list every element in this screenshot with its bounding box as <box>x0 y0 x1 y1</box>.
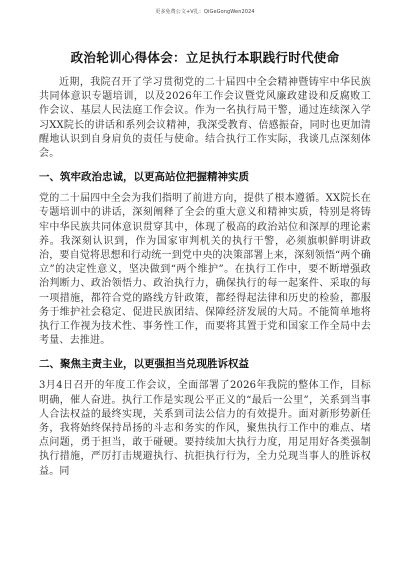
document-title: 政治轮训心得体会：立足执行本职践行时代使命 <box>70 50 340 65</box>
intro-paragraph: 近期，我院召开了学习贯彻党的二十届四中全会精神暨铸牢中华民族共同体意识专题培训，以及2026年工作会议暨党风廉政建设和反腐败工作会议、基层人民法庭工作会议。作为一名执行局干警，通过连续深入学习XX院长的讲话和系列会议精神，我深受教育、倍感振奋，同时也更加清醒地认识到自身肩负的责任与使命。结合执行工作实际，我谈几点深刻体会。 <box>39 77 371 160</box>
section-2-paragraph: 3月4日召开的年度工作会议，全面部署了2026年我院的整体工作，目标明确，催人奋进。执行工作是实现公平正义的“最后一公里”，关系到当事人合法权益的最终实现，关系到司法公信力的有效提升。面对新形势新任务，我将始终保持昂扬的斗志和务实的作风，聚焦执行工作中的难点、堵点问题，勇于担当，敢于碰硬。要持续加大执行力度，用足用好各类强制执行措施，严厉打击规避执行、抗拒执行行为，全力兑现当事人的胜诉权益。同 <box>39 380 371 477</box>
section-heading-2: 二、聚焦主责主业，以更强担当兑现胜诉权益 <box>39 358 249 371</box>
header-note: 更多免费公文+V扎：QiGeGongWen2024 <box>155 9 255 15</box>
section-heading-1: 一、筑牢政治忠诚，以更高站位把握精神实质 <box>39 171 249 184</box>
section-1-paragraph: 党的二十届四中全会为我们指明了前进方向，提供了根本遵循。XX院长在专题培训中的讲话，深刻阐释了全会的重大意义和精神实质，特别是将铸牢中华民族共同体意识贯穿其中，体现了极高的政治站位和深厚的理论素养。我深刻认识到，作为国家审判机关的执行干警，必须旗帜鲜明讲政治，要自觉将思想和行动统一到党中央的决策部署上来，深刻领悟“两个确立”的决定性意义，坚决做到“两个维护”。在执行工作中，要不断增强政治判断力、政治领悟力、政治执行力，确保执行的每一起案件、采取的每一项措施，都符合党的路线方针政策，都经得起法律和历史的检验，都服务于维护社会稳定、促进民族团结、保障经济发展的大局。不能简单地将执行工作视为技术性、事务性工作，而要将其置于党和国家工作全局中去考量、去推进。 <box>39 193 371 347</box>
